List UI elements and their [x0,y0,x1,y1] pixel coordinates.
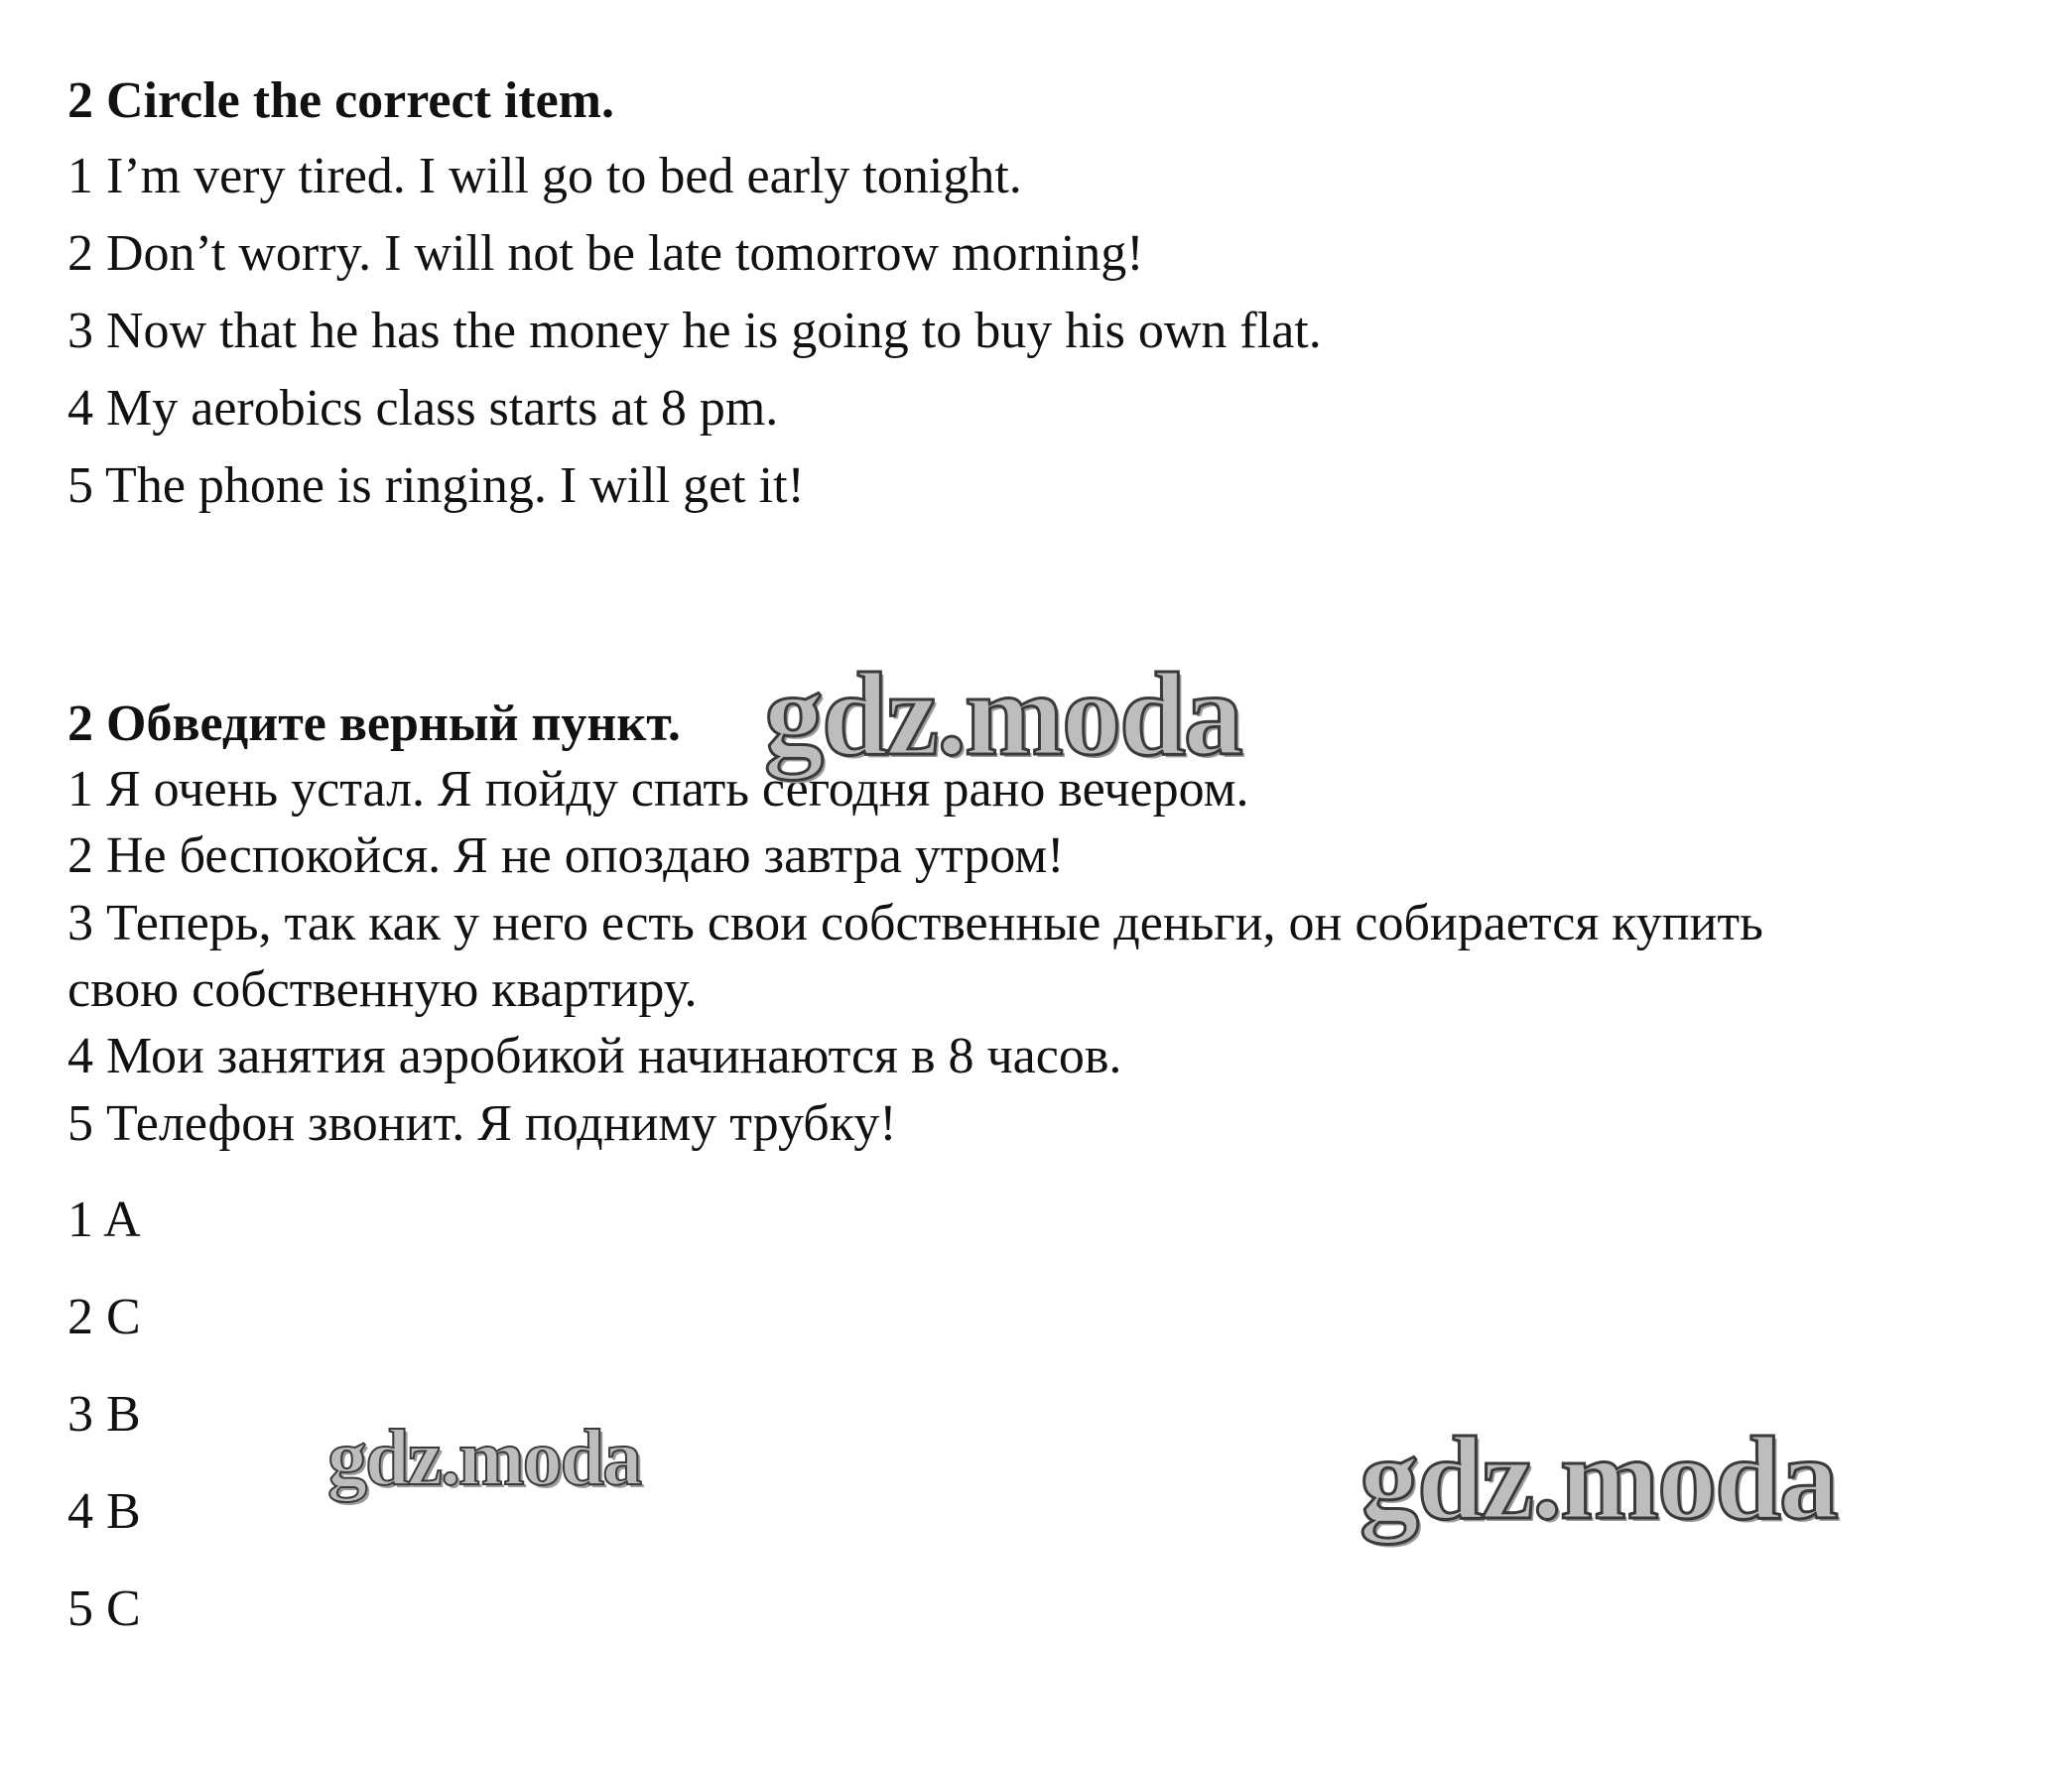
russian-item-3: 3 Теперь, так как у него есть свои собственные деньги, он собирается купить [67,895,1763,951]
english-item-4: 4 My aerobics class starts at 8 pm. [67,380,779,437]
answer-2: 2 C [67,1289,141,1345]
answer-4: 4 B [67,1483,141,1540]
russian-item-1: 1 Я очень устал. Я пойду спать сегодня рано вечером. [67,761,1249,818]
watermark-logo: gdz.moda [764,648,1241,780]
english-item-5: 5 The phone is ringing. I will get it! [67,457,805,514]
russian-item-4: 4 Мои занятия аэробикой начинаются в 8 часов. [67,1028,1122,1084]
english-item-2: 2 Don’t worry. I will not be late tomorrow morning! [67,225,1144,282]
answer-3: 3 B [67,1386,141,1443]
russian-heading: 2 Обведите верный пункт. [67,695,681,752]
russian-item-3-continued: свою собственную квартиру. [67,961,698,1018]
answer-1: 1 A [67,1192,141,1248]
english-item-3: 3 Now that he has the money he is going to buy his own flat. [67,303,1322,359]
english-item-1: 1 I’m very tired. I will go to bed early tonight. [67,148,1022,204]
answer-5: 5 C [67,1580,141,1637]
russian-item-5: 5 Телефон звонит. Я подниму трубку! [67,1095,897,1152]
watermark-logo: gdz.moda [1360,1412,1837,1544]
russian-item-2: 2 Не беспокойся. Я не опоздаю завтра утром! [67,827,1065,884]
english-heading: 2 Circle the correct item. [67,72,615,129]
watermark-logo: gdz.moda [327,1415,641,1502]
